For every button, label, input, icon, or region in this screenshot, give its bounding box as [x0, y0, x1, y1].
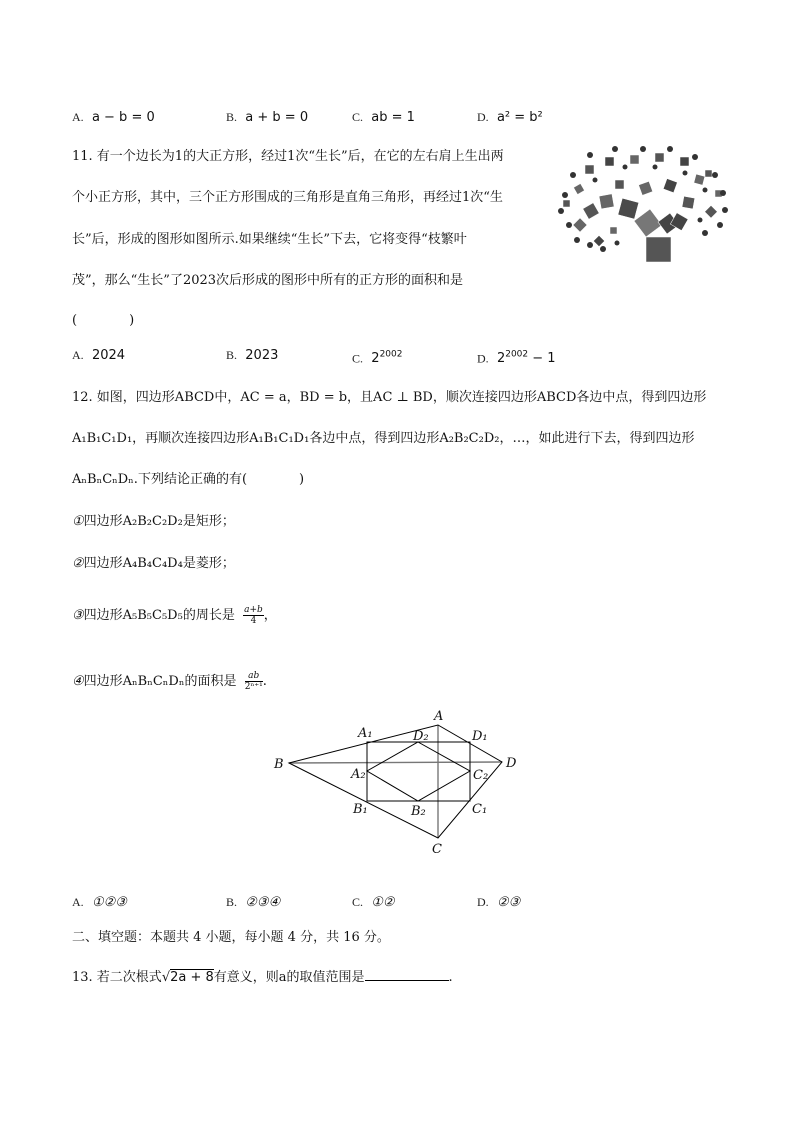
radicand: 2a + 8: [170, 970, 214, 985]
q10-option-a: A. a − b = 0: [72, 110, 155, 125]
svg-text:C₂: C₂: [473, 768, 489, 783]
fraction: $\frac{ab}{\text{2ⁿ⁺¹}}$: [244, 671, 263, 692]
answer-blank[interactable]: [365, 968, 449, 981]
q10-option-d: D. a² = b²: [477, 110, 543, 125]
svg-text:C: C: [432, 842, 442, 857]
q11-line-2: 个小正方形，其中，三个正方形围成的三角形是直角三角形，再经过1次“生: [72, 190, 503, 205]
circled-number-4: ④: [72, 674, 84, 689]
svg-text:B: B: [274, 757, 284, 772]
q11-line-3: 长”后，形成的图形如图所示.如果继续“生长”下去，它将变得“枝繁叶: [72, 232, 467, 247]
q11-option-d: D. $2^{2002} - 1$: [477, 350, 556, 367]
svg-text:C₁: C₁: [472, 802, 488, 817]
q13: 13. 若二次根式√2a + 8有意义，则a的取值范围是 .: [72, 970, 453, 985]
sqrt-symbol: √: [161, 970, 171, 985]
q12-statement-2: ②四边形A₄B₄C₄D₄是菱形；: [72, 556, 235, 571]
q12-line-3: AₙBₙCₙDₙ.下列结论正确的有( ): [72, 472, 305, 487]
tree-foliage: [558, 146, 728, 252]
svg-text:A₂: A₂: [351, 767, 366, 782]
q12-option-d: D. ②③: [477, 895, 521, 910]
vertex-labels: [273, 709, 517, 857]
tree-squares: [563, 153, 722, 262]
q11-option-b: B. 2023: [226, 348, 279, 363]
q12-option-a: A. ①②③: [72, 895, 127, 910]
q12-statement-3: ③四边形A₅B₅C₅D₅的周长是 $\frac{a+b}{4}$ ，: [72, 605, 277, 626]
rhombus-a2b2c2d2: [367, 742, 470, 801]
svg-text:B₁: B₁: [353, 802, 368, 817]
section-heading-fill-in: 二、填空题：本题共 4 小题，每小题 4 分，共 16 分。: [72, 930, 390, 945]
q11-option-a: A. 2024: [72, 348, 126, 363]
q11-line-4: 茂”，那么“生长”了2023次后形成的图形中所有的正方形的面积和是: [72, 273, 464, 288]
circled-number-1: ①: [72, 514, 84, 529]
svg-text:D₁: D₁: [472, 729, 488, 744]
quadrilateral-diagram: [260, 700, 540, 865]
q12-line-1: 12. 如图，四边形ABCD中，AC = a，BD = b，且AC ⊥ BD，顺次连接四边形ABCD各边中点，得到四边形: [72, 390, 707, 405]
q12-statement-1: ①四边形A₂B₂C₂D₂是矩形；: [72, 514, 235, 529]
pythagoras-tree-figure: [555, 145, 730, 265]
q12-options: [72, 894, 632, 912]
fraction: $\frac{a+b}{4}$: [244, 605, 263, 626]
svg-text:B₂: B₂: [411, 804, 426, 819]
q12-option-b: B. ②③④: [226, 895, 281, 910]
circled-number-3: ③: [72, 608, 84, 623]
svg-text:D: D: [506, 756, 517, 771]
q11-line-1: 11. 有一个边长为1的大正方形，经过1次“生长”后，在它的左右肩上生出两: [72, 149, 504, 164]
q10-option-b: B. a + b = 0: [226, 110, 309, 125]
circled-number-2: ②: [72, 556, 84, 571]
q12-statement-4: ④四边形AₙBₙCₙDₙ的面积是 $\frac{ab}{\text{2ⁿ⁺¹}}$ .: [72, 671, 267, 692]
q11-answer-paren: ( ): [72, 313, 135, 328]
q11-options: [72, 347, 632, 365]
q10-option-c: C. ab = 1: [352, 110, 415, 125]
svg-text:A₁: A₁: [358, 726, 373, 741]
rectangle-a1b1c1d1: [367, 742, 470, 801]
svg-text:D₂: D₂: [413, 729, 429, 744]
q10-options: [72, 109, 572, 127]
q11-option-c: C. $2^{2002}$: [352, 350, 403, 367]
q12-line-2: A₁B₁C₁D₁，再顺次连接四边形A₁B₁C₁D₁各边中点，得到四边形A₂B₂C₂D₂，…，如此进行下去，得到四边形: [72, 431, 695, 446]
q12-option-c: C. ①②: [352, 895, 395, 910]
svg-text:A: A: [434, 709, 444, 724]
